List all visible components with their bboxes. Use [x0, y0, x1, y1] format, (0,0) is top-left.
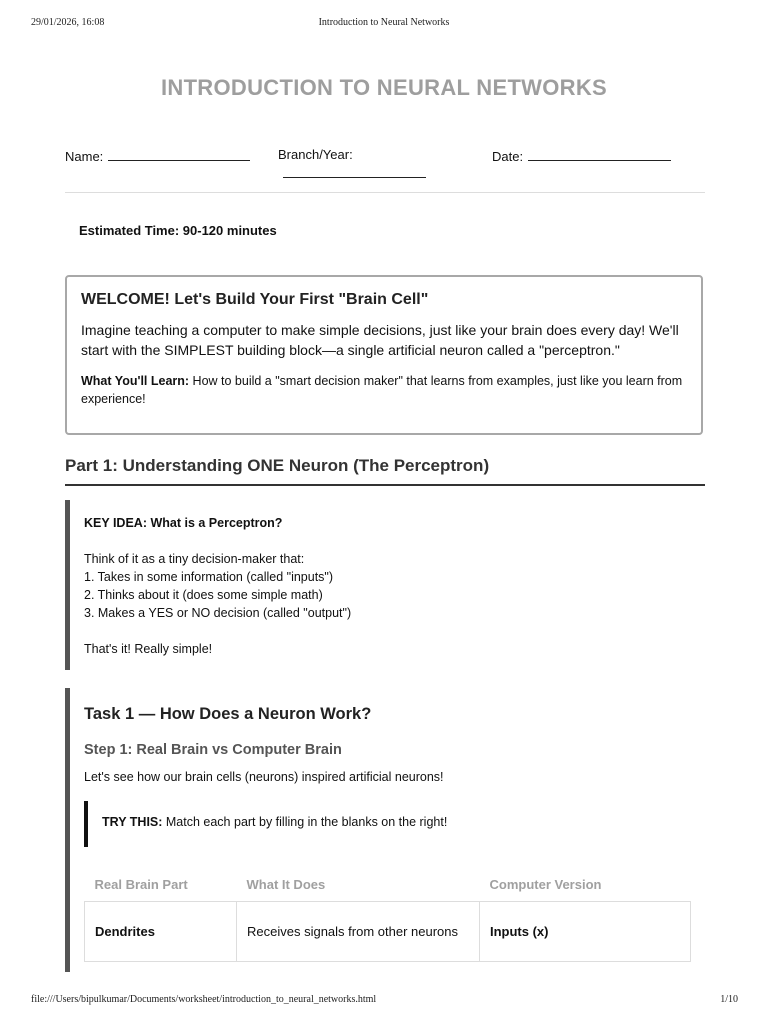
estimated-time: Estimated Time: 90-120 minutes [79, 223, 277, 238]
date-blank[interactable] [528, 147, 671, 161]
branch-year-label: Branch/Year: [278, 147, 353, 162]
part1-heading: Part 1: Understanding ONE Neuron (The Perceptron) [65, 456, 705, 486]
page-title: INTRODUCTION TO NEURAL NETWORKS [160, 75, 608, 100]
step1-title: Step 1: Real Brain vs Computer Brain [84, 742, 342, 758]
print-file-path: file:///Users/bipulkumar/Documents/worksheet/introduction_to_neural_networks.html [31, 994, 377, 1005]
print-title: Introduction to Neural Networks [318, 17, 450, 28]
task1-title: Task 1 — How Does a Neuron Work? [84, 705, 372, 723]
column-header: Computer Version [489, 877, 602, 892]
welcome-box [65, 275, 703, 435]
task1-box [65, 688, 705, 972]
print-footer [0, 994, 768, 1008]
brain-vs-computer-table [84, 868, 691, 962]
learn-text: How to build a "smart decision maker" that learns from examples, just like you learn from experience! [81, 374, 683, 406]
key-idea-closing: That's it! Really simple! [84, 642, 213, 656]
learn-label: What You'll Learn: [81, 374, 190, 388]
column-header: Real Brain Part [94, 877, 188, 892]
print-page-number: 1/10 [720, 994, 738, 1005]
brain-part-cell: Dendrites [85, 902, 237, 962]
try-this-box [84, 801, 644, 847]
date-field[interactable] [492, 147, 671, 164]
header-divider [65, 192, 705, 193]
welcome-heading: WELCOME! Let's Build Your First "Brain Cell" [81, 291, 429, 308]
date-label: Date: [492, 149, 524, 164]
key-idea-item: 2. Thinks about it (does some simple math) [84, 588, 323, 602]
table-header-row [85, 868, 691, 902]
step1-description: Let's see how our brain cells (neurons) inspired artificial neurons! [84, 770, 444, 784]
function-cell: Receives signals from other neurons [237, 902, 480, 962]
student-info-row [65, 147, 705, 187]
key-idea-item: 3. Makes a YES or NO decision (called "output") [84, 606, 352, 620]
name-blank[interactable] [108, 147, 250, 161]
welcome-learn [81, 372, 687, 408]
name-field[interactable] [65, 147, 250, 164]
key-idea-lead: Think of it as a tiny decision-maker that: [84, 552, 305, 566]
computer-version-cell[interactable]: Inputs (x) [480, 902, 691, 962]
key-idea-item: 1. Takes in some information (called "inputs") [84, 570, 334, 584]
print-datetime: 29/01/2026, 16:08 [31, 17, 105, 28]
welcome-intro: Imagine teaching a computer to make simple decisions, just like your brain does every day! We'll start with the SIMPLEST building block—a single artificial neuron called a "perceptron." [81, 322, 679, 358]
table-row [85, 902, 691, 962]
name-label: Name: [65, 149, 104, 164]
key-idea-title: KEY IDEA: What is a Perceptron? [84, 516, 283, 530]
branch-year-field[interactable] [278, 147, 353, 162]
print-header [0, 17, 768, 31]
branch-year-blank[interactable] [283, 164, 426, 178]
try-this-label: TRY THIS: [102, 815, 163, 829]
try-this-text: Match each part by filling in the blanks on the right! [162, 815, 448, 829]
key-idea-box [65, 500, 705, 670]
column-header: What It Does [246, 877, 326, 892]
